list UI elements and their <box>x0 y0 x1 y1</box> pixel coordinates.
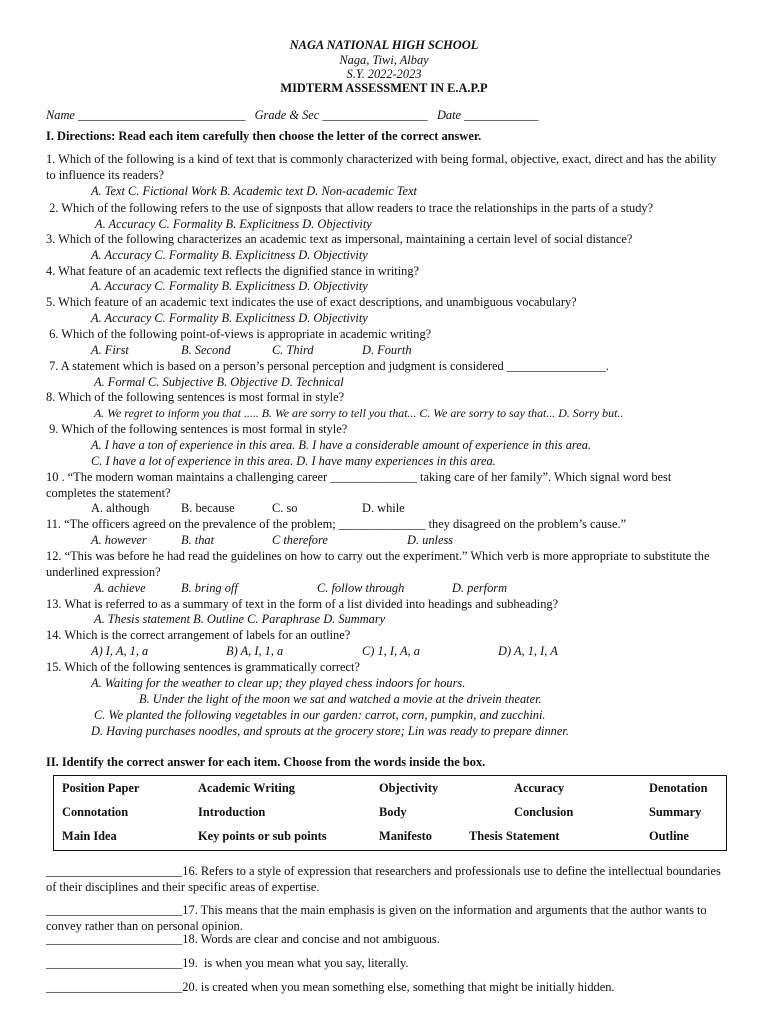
question-2: 2. Which of the following refers to the use of signposts that allow readers to trace the relationships in the parts of a study? <box>46 201 654 215</box>
question-5-options: A. Accuracy C. Formality B. Explicitness D. Objectivity <box>91 311 368 325</box>
question-11-option-c: C therefore <box>272 533 328 547</box>
word-bank-item: Thesis Statement <box>469 829 560 843</box>
word-bank-item: Body <box>379 805 407 819</box>
question-20: ______________________20. is created when you mean something else, something that might be initially hidden. <box>46 980 615 994</box>
question-4-options: A. Accuracy C. Formality B. Explicitness D. Objectivity <box>91 279 368 293</box>
question-12: 12. “This was before he had read the guidelines on how to carry out the experiment.” Which verb is more appropriate to substitute the underlined expression? <box>46 549 710 579</box>
question-10: 10 . “The modern woman maintains a challenging career ______________ taking care of her family”. Which signal word best completes the statement? <box>46 470 672 500</box>
question-13-options: A. Thesis statement B. Outline C. Paraphrase D. Summary <box>94 612 386 626</box>
question-15-option-a: A. Waiting for the weather to clear up; they played chess indoors for hours. <box>91 676 466 690</box>
school-year: S.Y. 2022-2023 <box>346 67 422 81</box>
question-11: 11. “The officers agreed on the prevalence of the problem; ______________ they disagreed on the problem’s cause.” <box>46 517 627 531</box>
question-15-option-d: D. Having purchases noodles, and sprouts at the grocery store; Lin was ready to prepare dinner. <box>91 724 569 738</box>
question-3-options: A. Accuracy C. Formality B. Explicitness D. Objectivity <box>91 248 368 262</box>
question-13: 13. What is referred to as a summary of text in the form of a list divided into headings and subheading? <box>46 597 559 611</box>
question-12-option-b: B. bring off <box>181 581 238 595</box>
question-9-options-line2: C. I have a lot of experience in this area. D. I have many experiences in this area. <box>91 454 496 468</box>
question-9-options-line1: A. I have a ton of experience in this area. B. I have a considerable amount of experience in this area. <box>91 438 592 452</box>
question-16: ______________________16. Refers to a style of expression that researchers and professionals use to define the intellectual boundaries of their disciplines and their specific areas of expertise. <box>46 864 721 894</box>
word-bank-item: Key points or sub points <box>198 829 327 843</box>
question-4: 4. What feature of an academic text reflects the dignified stance in writing? <box>46 264 420 278</box>
name-grade-date-line: Name ___________________________ Grade & Sec _________________ Date ____________ <box>46 108 539 122</box>
word-bank-item: Denotation <box>649 781 708 795</box>
question-6-option-c: C. Third <box>272 343 314 357</box>
question-12-option-d: D. perform <box>452 581 508 595</box>
school-name: NAGA NATIONAL HIGH SCHOOL <box>289 38 479 52</box>
question-19: ______________________19. is when you mean what you say, literally. <box>46 956 409 970</box>
word-bank-item: Objectivity <box>379 781 439 795</box>
word-bank-item: Position Paper <box>62 781 140 795</box>
part2-directions: II. Identify the correct answer for each item. Choose from the words inside the box. <box>46 755 486 769</box>
question-7: 7. A statement which is based on a person’s personal perception and judgment is considered ________________. <box>46 359 609 373</box>
word-bank-item: Main Idea <box>62 829 117 843</box>
word-bank-item: Conclusion <box>514 805 574 819</box>
question-14: 14. Which is the correct arrangement of labels for an outline? <box>46 628 351 642</box>
question-15: 15. Which of the following sentences is grammatically correct? <box>46 660 360 674</box>
question-15-option-c: C. We planted the following vegetables in our garden: carrot, corn, pumpkin, and zucchini. <box>94 708 546 722</box>
question-12-option-c: C. follow through <box>317 581 405 595</box>
question-6-option-b: B. Second <box>181 343 231 357</box>
question-7-options: A. Formal C. Subjective B. Objective D. Technical <box>94 375 344 389</box>
question-14-option-b: B) A, I, 1, a <box>226 644 284 658</box>
question-11-option-d: D. unless <box>407 533 454 547</box>
question-6: 6. Which of the following point-of-views is appropriate in academic writing? <box>46 327 432 341</box>
word-bank-item: Academic Writing <box>198 781 295 795</box>
word-bank-item: Outline <box>649 829 689 843</box>
question-6-option-d: D. Fourth <box>362 343 412 357</box>
word-bank-item: Manifesto <box>379 829 432 843</box>
word-bank-item: Summary <box>649 805 702 819</box>
question-5: 5. Which feature of an academic text indicates the use of exact descriptions, and unambiguous vocabulary? <box>46 295 577 309</box>
question-6-option-a: A. First <box>91 343 129 357</box>
word-bank-box <box>53 775 727 851</box>
part1-directions: I. Directions: Read each item carefully then choose the letter of the correct answer. <box>46 129 482 143</box>
school-address: Naga, Tiwi, Albay <box>339 53 429 67</box>
question-14-option-c: C) 1, I, A, a <box>362 644 420 658</box>
question-10-option-d: D. while <box>362 501 405 515</box>
question-11-option-a: A. however <box>91 533 147 547</box>
question-8-options: A. We regret to inform you that ..... B. We are sorry to tell you that... C. We are sorry to say that... D. Sorry but.. <box>94 406 624 420</box>
question-10-option-b: B. because <box>181 501 235 515</box>
question-14-option-a: A) I, A, 1, a <box>91 644 149 658</box>
word-bank-item: Connotation <box>62 805 129 819</box>
question-8: 8. Which of the following sentences is most formal in style? <box>46 390 345 404</box>
question-1: 1. Which of the following is a kind of text that is commonly characterized with being formal, objective, exact, direct and has the ability to influence its readers? <box>46 152 717 182</box>
question-18: ______________________18. Words are clear and concise and not ambiguous. <box>46 932 440 946</box>
question-14-option-d: D) A, 1, I, A <box>498 644 558 658</box>
question-10-option-a: A. although <box>91 501 150 515</box>
question-15-option-b: B. Under the light of the moon we sat and watched a movie at the drivein theater. <box>139 692 542 706</box>
page-title: MIDTERM ASSESSMENT IN E.A.P.P <box>280 81 488 95</box>
word-bank-item: Introduction <box>198 805 266 819</box>
question-12-option-a: A. achieve <box>94 581 146 595</box>
word-bank-item: Accuracy <box>514 781 565 795</box>
question-17: ______________________17. This means that the main emphasis is given on the information and arguments that the author wants to convey rather than on personal opinion. <box>46 903 707 933</box>
question-1-options: A. Text C. Fictional Work B. Academic text D. Non-academic Text <box>91 184 417 198</box>
question-10-option-c: C. so <box>272 501 298 515</box>
question-9: 9. Which of the following sentences is most formal in style? <box>46 422 348 436</box>
question-2-options: A. Accuracy C. Formality B. Explicitness D. Objectivity <box>95 217 372 231</box>
question-11-option-b: B. that <box>181 533 215 547</box>
question-3: 3. Which of the following characterizes an academic text as impersonal, maintaining a certain level of social distance? <box>46 232 633 246</box>
